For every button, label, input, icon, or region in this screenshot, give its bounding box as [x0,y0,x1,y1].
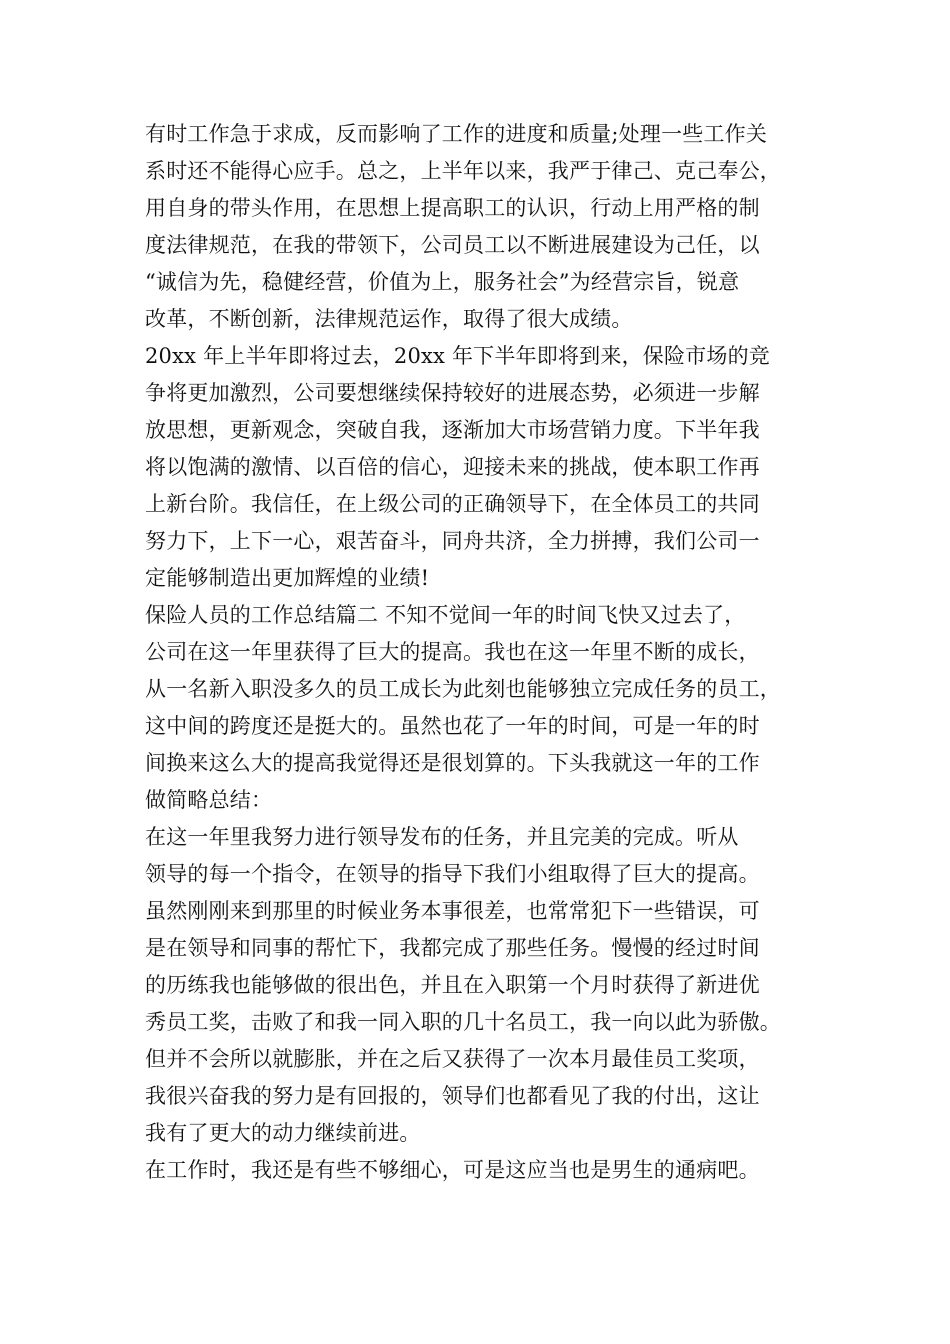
text-line: 这中间的跨度还是挺大的。虽然也花了一年的时间，可是一年的时 [145,714,760,738]
document-body [145,116,835,1189]
text-line: 用自身的带头作用，在思想上提高职工的认识，行动上用严格的制 [145,196,760,220]
text-line: 定能够制造出更加辉煌的业绩! [145,566,430,590]
text-line: 我很兴奋我的努力是有回报的，领导们也都看见了我的付出，这让 [145,1084,760,1108]
text-line: 有时工作急于求成，反而影响了工作的进度和质量;处理一些工作关 [145,122,768,146]
text-line: 系时还不能得心应手。总之，上半年以来，我严于律己、克己奉公， [145,159,781,183]
text-line: 做简略总结： [145,788,273,812]
text-line: 秀员工奖，击败了和我一同入职的几十名员工，我一向以此为骄傲。 [145,1010,781,1034]
text-line: 领导的每一个指令，在领导的指导下我们小组取得了巨大的提高。 [145,862,760,886]
text-line: 努力下，上下一心，艰苦奋斗，同舟共济，全力拼搏，我们公司一 [145,529,760,553]
text-line: 在工作时，我还是有些不够细心，可是这应当也是男生的通病吧。 [145,1158,760,1182]
section-heading-line: 保险人员的工作总结篇二 不知不觉间一年的时间飞快又过去了， [145,603,746,627]
text-line: 虽然刚刚来到那里的时候业务本事很差，也常常犯下一些错误，可 [145,899,760,923]
text-line: 将以饱满的激情、以百倍的信心，迎接未来的挑战，使本职工作再 [145,455,760,479]
text-line: 放思想，更新观念，突破自我，逐渐加大市场营销力度。下半年我 [145,418,760,442]
text-line: 公司在这一年里获得了巨大的提高。我也在这一年里不断的成长， [145,640,760,664]
text-line: 是在领导和同事的帮忙下，我都完成了那些任务。慢慢的经过时间 [145,936,760,960]
text-line: 度法律规范，在我的带领下，公司员工以不断进展建设为己任，以 [145,233,760,257]
text-line: 间换来这么大的提高我觉得还是很划算的。下头我就这一年的工作 [145,751,760,775]
text-line: 的历练我也能够做的很出色，并且在入职第一个月时获得了新进优 [145,973,760,997]
text-line: “诚信为先，稳健经营，价值为上，服务社会”为经营宗旨，锐意 [145,270,740,294]
text-line: 争将更加激烈，公司要想继续保持较好的进展态势，必须进一步解 [145,381,760,405]
text-line: 但并不会所以就膨胀，并在之后又获得了一次本月最佳员工奖项， [145,1047,760,1071]
text-line: 在这一年里我努力进行领导发布的任务，并且完美的完成。听从 [145,825,739,849]
text-line: 从一名新入职没多久的员工成长为此刻也能够独立完成任务的员工， [145,677,781,701]
text-line: 改革，不断创新，法律规范运作，取得了很大成绩。 [145,307,633,331]
text-line: 我有了更大的动力继续前进。 [145,1121,421,1145]
text-line: 上新台阶。我信任，在上级公司的正确领导下，在全体员工的共同 [145,492,760,516]
text-line: 20xx 年上半年即将过去，20xx 年下半年即将到来，保险市场的竞 [145,344,770,368]
